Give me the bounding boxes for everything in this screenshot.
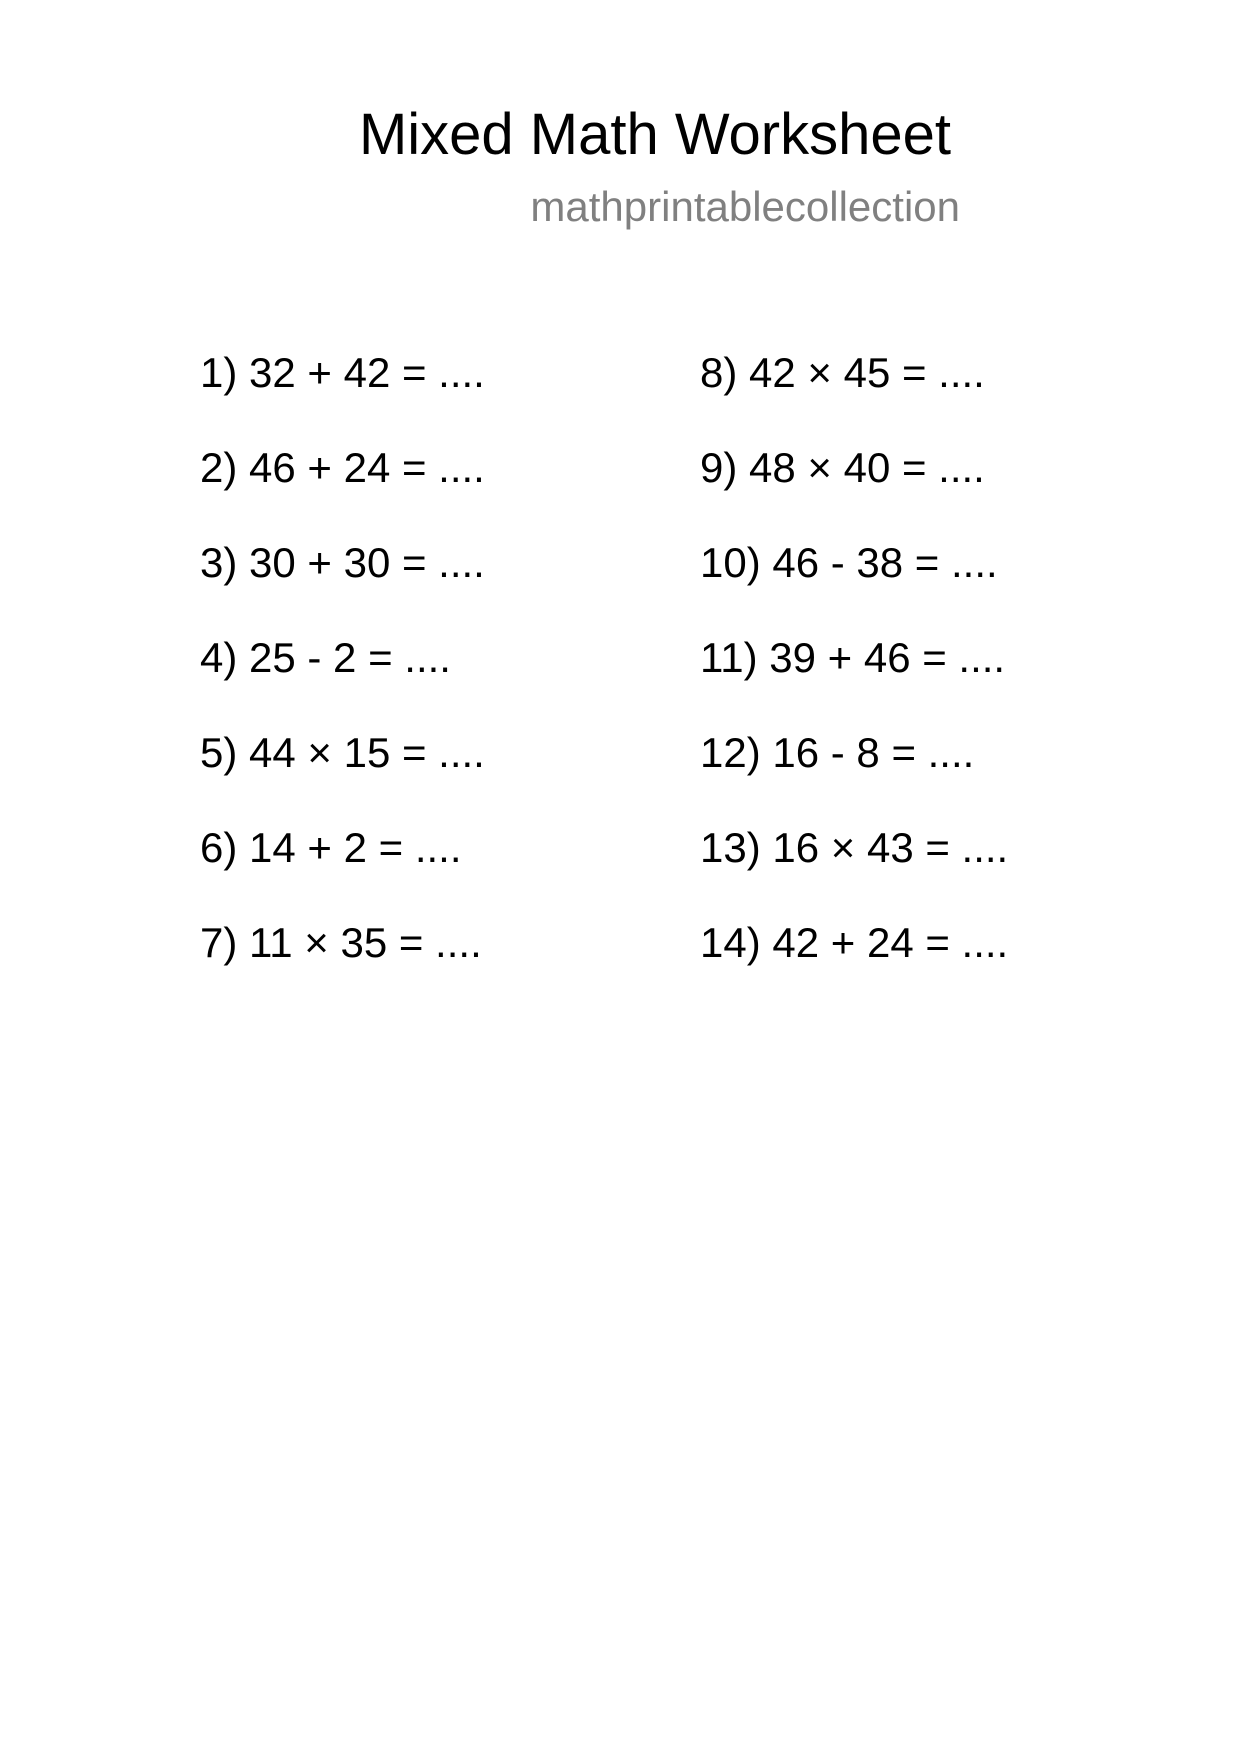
problem-item: 6) 14 + 2 = .... bbox=[200, 824, 462, 871]
problem-item: 12) 16 - 8 = .... bbox=[700, 729, 975, 776]
problem-item: 5) 44 × 15 = .... bbox=[200, 729, 485, 776]
worksheet-title: Mixed Math Worksheet bbox=[358, 102, 952, 167]
problem-item: 9) 48 × 40 = .... bbox=[700, 444, 985, 491]
problem-item: 7) 11 × 35 = .... bbox=[200, 919, 482, 966]
problem-item: 13) 16 × 43 = .... bbox=[700, 824, 1009, 871]
problem-item: 10) 46 - 38 = .... bbox=[700, 539, 998, 586]
problem-item: 14) 42 + 24 = .... bbox=[700, 919, 1009, 966]
problem-item: 8) 42 × 45 = .... bbox=[700, 349, 985, 396]
problem-item: 1) 32 + 42 = .... bbox=[200, 349, 485, 396]
problem-list bbox=[200, 348, 1100, 1013]
problem-item: 2) 46 + 24 = .... bbox=[200, 444, 485, 491]
problem-item: 11) 39 + 46 = .... bbox=[700, 634, 1006, 681]
problem-item: 3) 30 + 30 = .... bbox=[200, 539, 485, 586]
problem-item: 4) 25 - 2 = .... bbox=[200, 634, 451, 681]
worksheet-source: mathprintablecollection bbox=[530, 183, 960, 230]
